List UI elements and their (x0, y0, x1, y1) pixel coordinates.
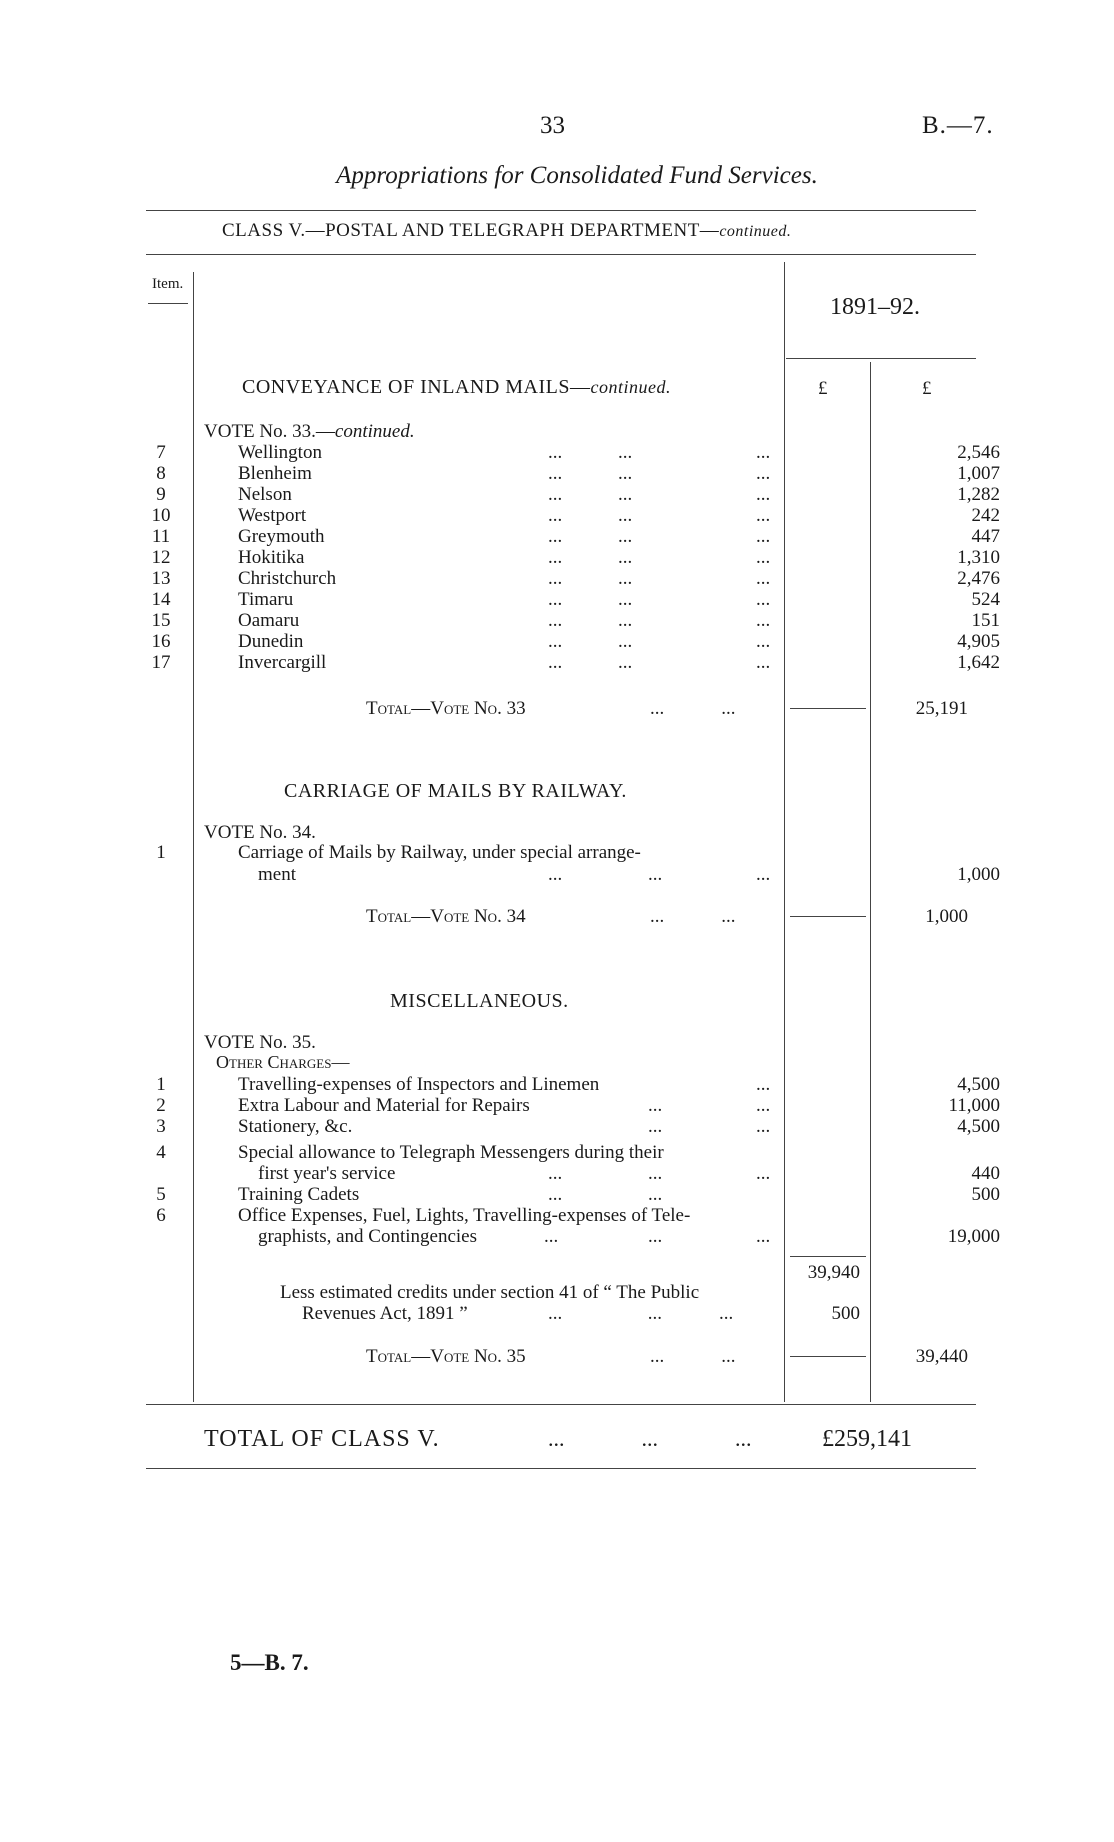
item-amount: 447 (971, 526, 1000, 547)
item-amount: 524 (971, 589, 1000, 610)
leader-dots: ... (756, 1074, 771, 1095)
leader-dots: ... (548, 505, 563, 526)
leader-dots: ... (756, 463, 771, 484)
misc-row-4 (140, 1142, 980, 1163)
item-description: Stationery, &c. (238, 1116, 353, 1137)
leader-dots: ... (618, 526, 633, 547)
table-row (140, 652, 1000, 673)
misc-description-line-1: Special allowance to Telegraph Messengers during their (238, 1142, 664, 1163)
leader-dots: ... (544, 1226, 559, 1247)
column-header-item: Item. (152, 276, 184, 292)
table-row (140, 526, 1000, 547)
misc-amount: 19,000 (947, 1226, 1000, 1247)
table-row (140, 505, 1000, 526)
page-number: 33 (540, 112, 565, 139)
item-description: Greymouth (238, 526, 325, 547)
item-description: Westport (238, 505, 307, 526)
item-description: Extra Labour and Material for Repairs (238, 1095, 530, 1116)
item-amount: 1,282 (957, 484, 1000, 505)
item-amount: 2,546 (957, 442, 1000, 463)
year-rule (786, 358, 976, 359)
misc-description: Training Cadets (238, 1184, 360, 1205)
misc-item-number: 4 (156, 1142, 166, 1163)
less-credits-dots: ... ... ... (548, 1303, 734, 1324)
section-heading-inland-mails (242, 376, 671, 399)
misc-description-line-1: Office Expenses, Fuel, Lights, Travelling-expenses of Tele- (238, 1205, 691, 1226)
leader-dots: ... (756, 568, 771, 589)
section-heading-miscellaneous: MISCELLANEOUS. (390, 990, 569, 1012)
leader-dots: ... (548, 547, 563, 568)
leader-dots: ... (648, 1163, 663, 1184)
misc-row-6 (140, 1205, 980, 1226)
leader-dots: ... (648, 1116, 663, 1137)
leader-dots: ... (618, 631, 633, 652)
vote-35-total-dots: ... ... (650, 1346, 736, 1367)
leader-dots: ... (648, 1226, 663, 1247)
vote-33-main: VOTE No. 33.— (204, 421, 335, 442)
leader-dots: ... (548, 610, 563, 631)
item-number: 7 (156, 442, 166, 463)
leader-dots: ... (756, 1116, 771, 1137)
leader-dots: ... (548, 652, 563, 673)
leader-dots: ... (756, 610, 771, 631)
misc-description-line-2: graphists, and Contingencies (258, 1226, 477, 1247)
leader-dots: ... (618, 568, 633, 589)
item-number: 11 (151, 526, 171, 547)
table-row (140, 442, 1000, 463)
table-row (140, 463, 1000, 484)
item-description: Invercargill (238, 652, 327, 673)
item-number: 3 (156, 1116, 166, 1137)
item-underline (148, 303, 188, 304)
vote-34-sum-rule (790, 916, 866, 917)
table-row (140, 589, 1000, 610)
leader-dots: ... (648, 1184, 663, 1205)
item-amount: 2,476 (957, 568, 1000, 589)
leader-dots: ... (756, 484, 771, 505)
less-credits-line-2: Revenues Act, 1891 ” (302, 1303, 468, 1324)
leader-dots: ... (548, 1163, 563, 1184)
leader-dots: ... (548, 568, 563, 589)
item-number: 8 (156, 463, 166, 484)
vote-33-total-amount: 25,191 (915, 698, 968, 719)
class-heading-suffix: continued. (719, 223, 792, 240)
misc-item-number: 6 (156, 1205, 166, 1226)
item-number: 9 (156, 484, 166, 505)
leader-dots: ... (648, 1095, 663, 1116)
item-description: Hokitika (238, 547, 305, 568)
vote-35-total-label: Total—Vote No. 35 (366, 1346, 526, 1367)
other-charges-label: Other Charges— (216, 1052, 350, 1072)
leader-dots: ... (756, 1163, 771, 1184)
misc-subtotal: 39,940 (807, 1262, 860, 1283)
leader-dots: ... (548, 463, 563, 484)
page-title: Appropriations for Consolidated Fund Services. (336, 162, 818, 189)
grand-total-top-rule (146, 1404, 976, 1405)
less-credits-amount: 500 (831, 1303, 860, 1324)
table-row (140, 631, 1000, 652)
item-number: 10 (151, 505, 171, 526)
item-amount: 4,905 (957, 631, 1000, 652)
item-description: Timaru (238, 589, 294, 610)
leader-dots: ... (618, 505, 633, 526)
item-description: Travelling-expenses of Inspectors and Linemen (238, 1074, 600, 1095)
less-credits-line-1: Less estimated credits under section 41 of “ The Public (280, 1282, 700, 1303)
leader-dots: ... (618, 463, 633, 484)
leader-dots: ... (548, 442, 563, 463)
railway-description-line-1: Carriage of Mails by Railway, under special arrange- (238, 842, 641, 863)
misc-item-number: 5 (156, 1184, 166, 1205)
leader-dots: ... (756, 547, 771, 568)
currency-symbol-column-1: £ (818, 378, 828, 399)
item-number: 2 (156, 1095, 166, 1116)
item-number: 16 (151, 631, 171, 652)
leader-dots: ... (756, 526, 771, 547)
misc-amount: 500 (971, 1184, 1000, 1205)
leader-dots: ... (618, 589, 633, 610)
misc-description-line-2: first year's service (258, 1163, 396, 1184)
railway-amount: 1,000 (957, 864, 1000, 885)
leader-dots: ... (756, 1226, 771, 1247)
heading-rule (146, 254, 976, 255)
leader-dots: ... (648, 864, 663, 885)
railway-item-number: 1 (156, 842, 166, 863)
item-amount: 151 (971, 610, 1000, 631)
currency-symbol-column-2: £ (922, 378, 932, 399)
leader-dots: ... (618, 484, 633, 505)
vote-35-sum-rule (790, 1356, 866, 1357)
leader-dots: ... (548, 864, 563, 885)
item-amount: 1,310 (957, 547, 1000, 568)
leader-dots: ... (756, 505, 771, 526)
item-description: Wellington (238, 442, 322, 463)
item-number: 1 (156, 1074, 166, 1095)
item-description: Nelson (238, 484, 292, 505)
table-row (140, 1116, 1000, 1137)
item-amount: 11,000 (948, 1095, 1000, 1116)
leader-dots: ... (618, 547, 633, 568)
item-number: 14 (151, 589, 171, 610)
leader-dots: ... (756, 652, 771, 673)
leader-dots: ... (548, 484, 563, 505)
table-row (140, 1074, 1000, 1095)
leader-dots: ... (548, 1184, 563, 1205)
vote-34-total-label: Total—Vote No. 34 (366, 906, 526, 927)
vote-35-total-amount: 39,440 (915, 1346, 968, 1367)
subtotal-rule (790, 1256, 866, 1257)
inland-heading-suffix: continued. (590, 377, 671, 397)
leader-dots: ... (548, 631, 563, 652)
document-reference: B.—7. (922, 112, 994, 139)
item-amount: 242 (971, 505, 1000, 526)
table-row (140, 484, 1000, 505)
item-description: Dunedin (238, 631, 304, 652)
railway-row (140, 842, 980, 863)
table-row (140, 1095, 1000, 1116)
railway-row-continued (140, 864, 1000, 885)
vote-34-total-dots: ... ... (650, 906, 736, 927)
item-description: Oamaru (238, 610, 300, 631)
table-row (140, 568, 1000, 589)
section-heading-railway: CARRIAGE OF MAILS BY RAILWAY. (284, 780, 627, 802)
table-row (140, 610, 1000, 631)
misc-row-4-continued (140, 1163, 1000, 1184)
vote-33-total-label: Total—Vote No. 33 (366, 698, 526, 719)
item-number: 17 (151, 652, 171, 673)
grand-total-dots: ... ... ... (548, 1426, 752, 1451)
grand-total-amount: £259,141 (822, 1426, 912, 1452)
leader-dots: ... (548, 526, 563, 547)
leader-dots: ... (618, 610, 633, 631)
vote-33-total-dots: ... ... (650, 698, 736, 719)
leader-dots: ... (618, 652, 633, 673)
grand-total-label: TOTAL OF CLASS V. (204, 1426, 440, 1452)
item-number: 13 (151, 568, 171, 589)
class-heading-main: CLASS V.—POSTAL AND TELEGRAPH DEPARTMENT— (222, 220, 720, 241)
leader-dots: ... (756, 589, 771, 610)
railway-description-line-2: ment (258, 864, 296, 885)
vote-35-label: VOTE No. 35. (204, 1032, 316, 1053)
leader-dots: ... (756, 864, 771, 885)
leader-dots: ... (756, 631, 771, 652)
misc-amount: 440 (971, 1163, 1000, 1184)
misc-row-6-continued (140, 1226, 1000, 1247)
misc-row-5 (140, 1184, 1000, 1205)
item-number: 12 (151, 547, 171, 568)
inland-heading-main: CONVEYANCE OF INLAND MAILS— (242, 376, 591, 398)
vote-34-total-amount: 1,000 (925, 906, 968, 927)
item-amount: 4,500 (957, 1116, 1000, 1137)
title-rule (146, 210, 976, 211)
vote-34-label: VOTE No. 34. (204, 822, 316, 843)
vote-33-label (204, 421, 415, 443)
item-number: 15 (151, 610, 171, 631)
item-amount: 1,642 (957, 652, 1000, 673)
item-amount: 1,007 (957, 463, 1000, 484)
leader-dots: ... (756, 442, 771, 463)
footer-reference: 5—B. 7. (230, 1650, 309, 1675)
leader-dots: ... (618, 442, 633, 463)
class-heading (222, 220, 791, 242)
grand-total-bottom-rule (146, 1468, 976, 1469)
column-header-year: 1891–92. (830, 294, 920, 320)
vote-33-sum-rule (790, 708, 866, 709)
leader-dots: ... (548, 589, 563, 610)
leader-dots: ... (756, 1095, 771, 1116)
item-amount: 4,500 (957, 1074, 1000, 1095)
item-description: Christchurch (238, 568, 337, 589)
table-row (140, 547, 1000, 568)
item-description: Blenheim (238, 463, 312, 484)
vote-33-suffix: continued. (334, 421, 415, 442)
